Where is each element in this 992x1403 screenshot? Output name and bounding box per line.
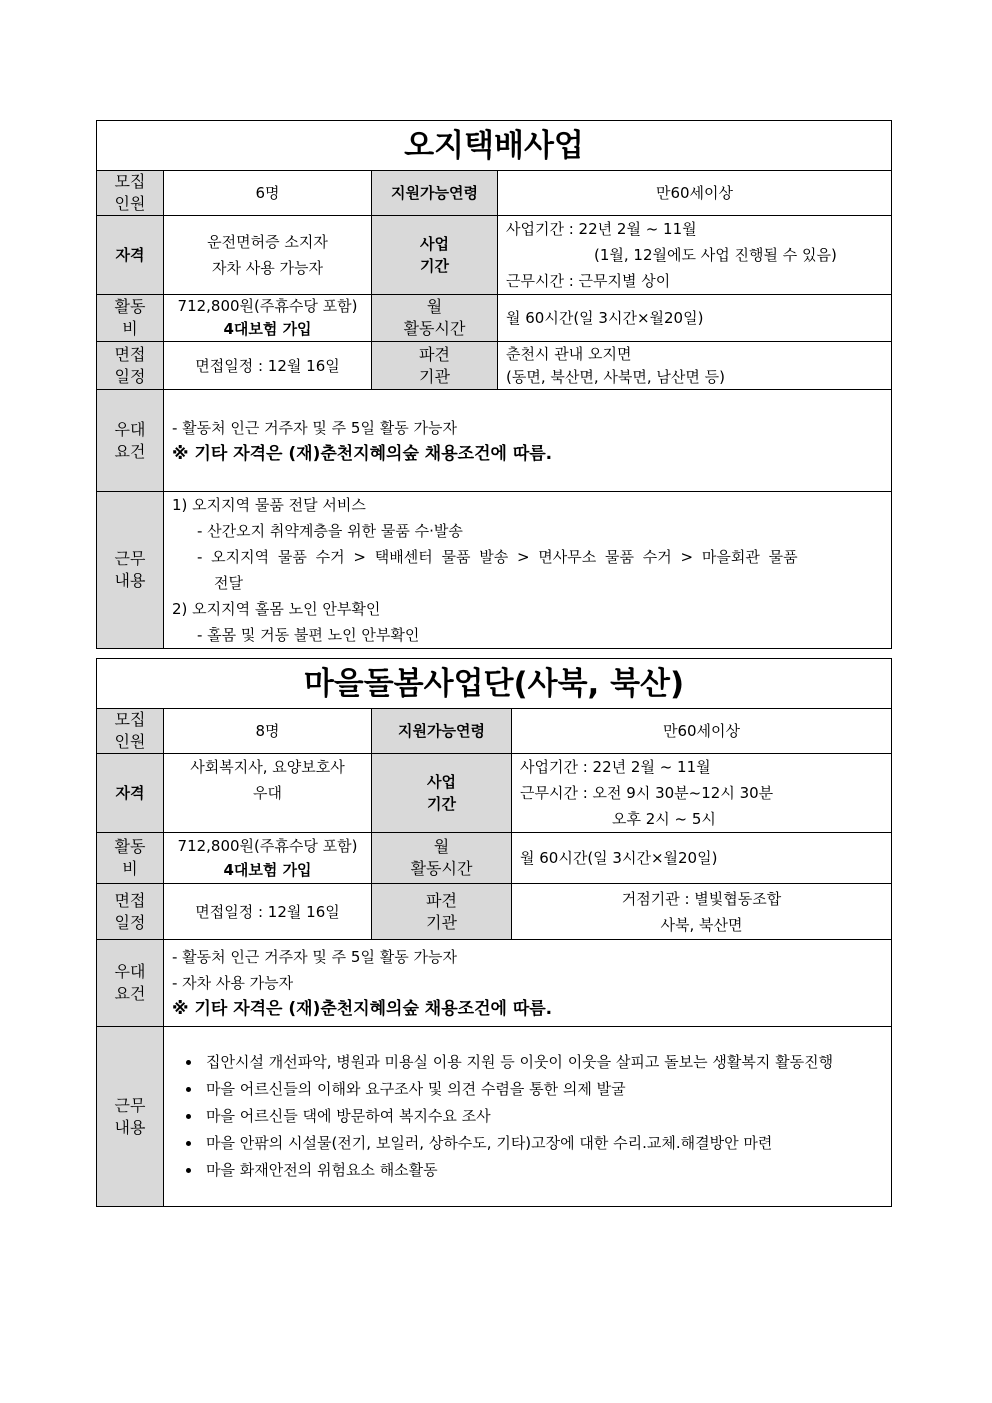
table-title: 오지택배사업	[97, 121, 892, 171]
pay-amount: 712,800원(주휴수당 포함)	[177, 297, 358, 315]
recruit-label: 모집 인원	[97, 709, 164, 754]
hiring-condition-note: ※ 기타 자격은 (재)춘천지혜의숲 채용조건에 따름.	[172, 443, 553, 464]
work-line: - 산간오지 취약계층을 위한 물품 수·발송	[197, 522, 463, 540]
period-line: 사업기간 : 22년 2월 ~ 11월	[520, 758, 711, 776]
period-line: 오후 2시 ~ 5시	[612, 810, 716, 828]
list-item: • 집안시설 개선파악, 병원과 미용실 이용 지원 등 이웃이 이웃을 살피고 돌보는 생활복지 활동진행	[202, 1049, 883, 1076]
age-value: 만60세이상	[498, 171, 892, 216]
list-item: • 마을 어르신들 댁에 방문하여 복지수요 조사	[202, 1103, 883, 1130]
work-line: - 홀몸 및 거동 불편 노인 안부확인	[197, 626, 420, 644]
qualification-line: 우대	[253, 784, 282, 802]
interview-label: 면접 일정	[97, 342, 164, 390]
hours-label: 월 활동시간	[372, 295, 498, 342]
interview-value: 면접일정 : 12월 16일	[164, 342, 372, 390]
recruit-label: 모집 인원	[97, 171, 164, 216]
hours-value: 월 60시간(일 3시간×월20일)	[512, 833, 892, 884]
pay-label: 활동 비	[97, 833, 164, 884]
period-line: 사업기간 : 22년 2월 ~ 11월	[506, 220, 697, 238]
period-line: 근무시간 : 오전 9시 30분~12시 30분	[520, 784, 774, 802]
period-value	[498, 216, 892, 295]
agency-line: 거점기관 : 별빛협동조합	[621, 889, 782, 908]
work-line: 1) 오지지역 물품 전달 서비스	[172, 496, 366, 514]
preference-value	[164, 390, 892, 492]
work-label: 근무 내용	[97, 492, 164, 649]
period-value	[512, 754, 892, 833]
hours-value: 월 60시간(일 3시간×월20일)	[498, 295, 892, 342]
agency-label: 파견 기관	[372, 342, 498, 390]
pay-label: 활동 비	[97, 295, 164, 342]
work-value	[164, 1027, 892, 1207]
age-label: 지원가능연령	[372, 709, 512, 754]
insurance-note: 4대보험 가입	[223, 320, 312, 338]
preference-line: - 활동처 인근 거주자 및 주 5일 활동 가능자	[172, 418, 457, 437]
period-line: 근무시간 : 근무지별 상이	[506, 272, 671, 290]
insurance-note: 4대보험 가입	[223, 861, 312, 879]
pay-value	[164, 833, 372, 884]
pay-value	[164, 295, 372, 342]
preference-line: - 자차 사용 가능자	[172, 974, 294, 992]
work-line: 전달	[214, 574, 243, 592]
table-title: 마을돌봄사업단(사북, 북산)	[97, 659, 892, 709]
list-item: • 마을 안팎의 시설물(전기, 보일러, 상하수도, 기타)고장에 대한 수리.교체.해결방안 마련	[202, 1130, 883, 1157]
agency-value	[498, 342, 892, 390]
agency-line: (동면, 북산면, 사북면, 남산면 등)	[506, 367, 725, 386]
preference-label: 우대 요건	[97, 390, 164, 492]
work-value	[164, 492, 892, 649]
agency-line: 사북, 북산면	[660, 915, 743, 934]
period-label: 사업 기간	[372, 754, 512, 833]
recruit-value: 6명	[164, 171, 372, 216]
hours-label: 월 활동시간	[372, 833, 512, 884]
interview-label: 면접 일정	[97, 884, 164, 940]
agency-line: 춘천시 관내 오지면	[506, 344, 632, 363]
qualification-line: 자차 사용 가능자	[212, 259, 323, 277]
period-label: 사업 기간	[372, 216, 498, 295]
work-line: 2) 오지지역 홀몸 노인 안부확인	[172, 600, 381, 618]
age-value: 만60세이상	[512, 709, 892, 754]
agency-value	[512, 884, 892, 940]
qualification-line: 사회복지사, 요양보호사	[190, 758, 345, 776]
qualification-value	[164, 216, 372, 295]
list-item: • 마을 화재안전의 위험요소 해소활동	[202, 1157, 883, 1184]
work-line: - 오지지역 물품 수거 > 택배센터 물품 발송 > 면사무소 물품 수거 > 마을회관 물품	[197, 548, 798, 566]
qualification-label: 자격	[97, 754, 164, 833]
hiring-condition-note: ※ 기타 자격은 (재)춘천지혜의숲 채용조건에 따름.	[172, 999, 553, 1019]
job-table-1	[96, 120, 892, 649]
preference-line: - 활동처 인근 거주자 및 주 5일 활동 가능자	[172, 948, 457, 966]
interview-value: 면접일정 : 12월 16일	[164, 884, 372, 940]
work-label: 근무 내용	[97, 1027, 164, 1207]
qualification-label: 자격	[97, 216, 164, 295]
agency-label: 파견 기관	[372, 884, 512, 940]
preference-label: 우대 요건	[97, 940, 164, 1027]
list-item: • 마을 어르신들의 이해와 요구조사 및 의견 수렴을 통한 의제 발굴	[202, 1076, 883, 1103]
pay-amount: 712,800원(주휴수당 포함)	[177, 837, 358, 855]
preference-value	[164, 940, 892, 1027]
age-label: 지원가능연령	[372, 171, 498, 216]
job-table-2	[96, 658, 892, 1207]
qualification-line: 운전면허증 소지자	[207, 233, 328, 251]
recruit-value: 8명	[164, 709, 372, 754]
qualification-value	[164, 754, 372, 833]
period-line: (1월, 12월에도 사업 진행될 수 있음)	[594, 246, 837, 264]
